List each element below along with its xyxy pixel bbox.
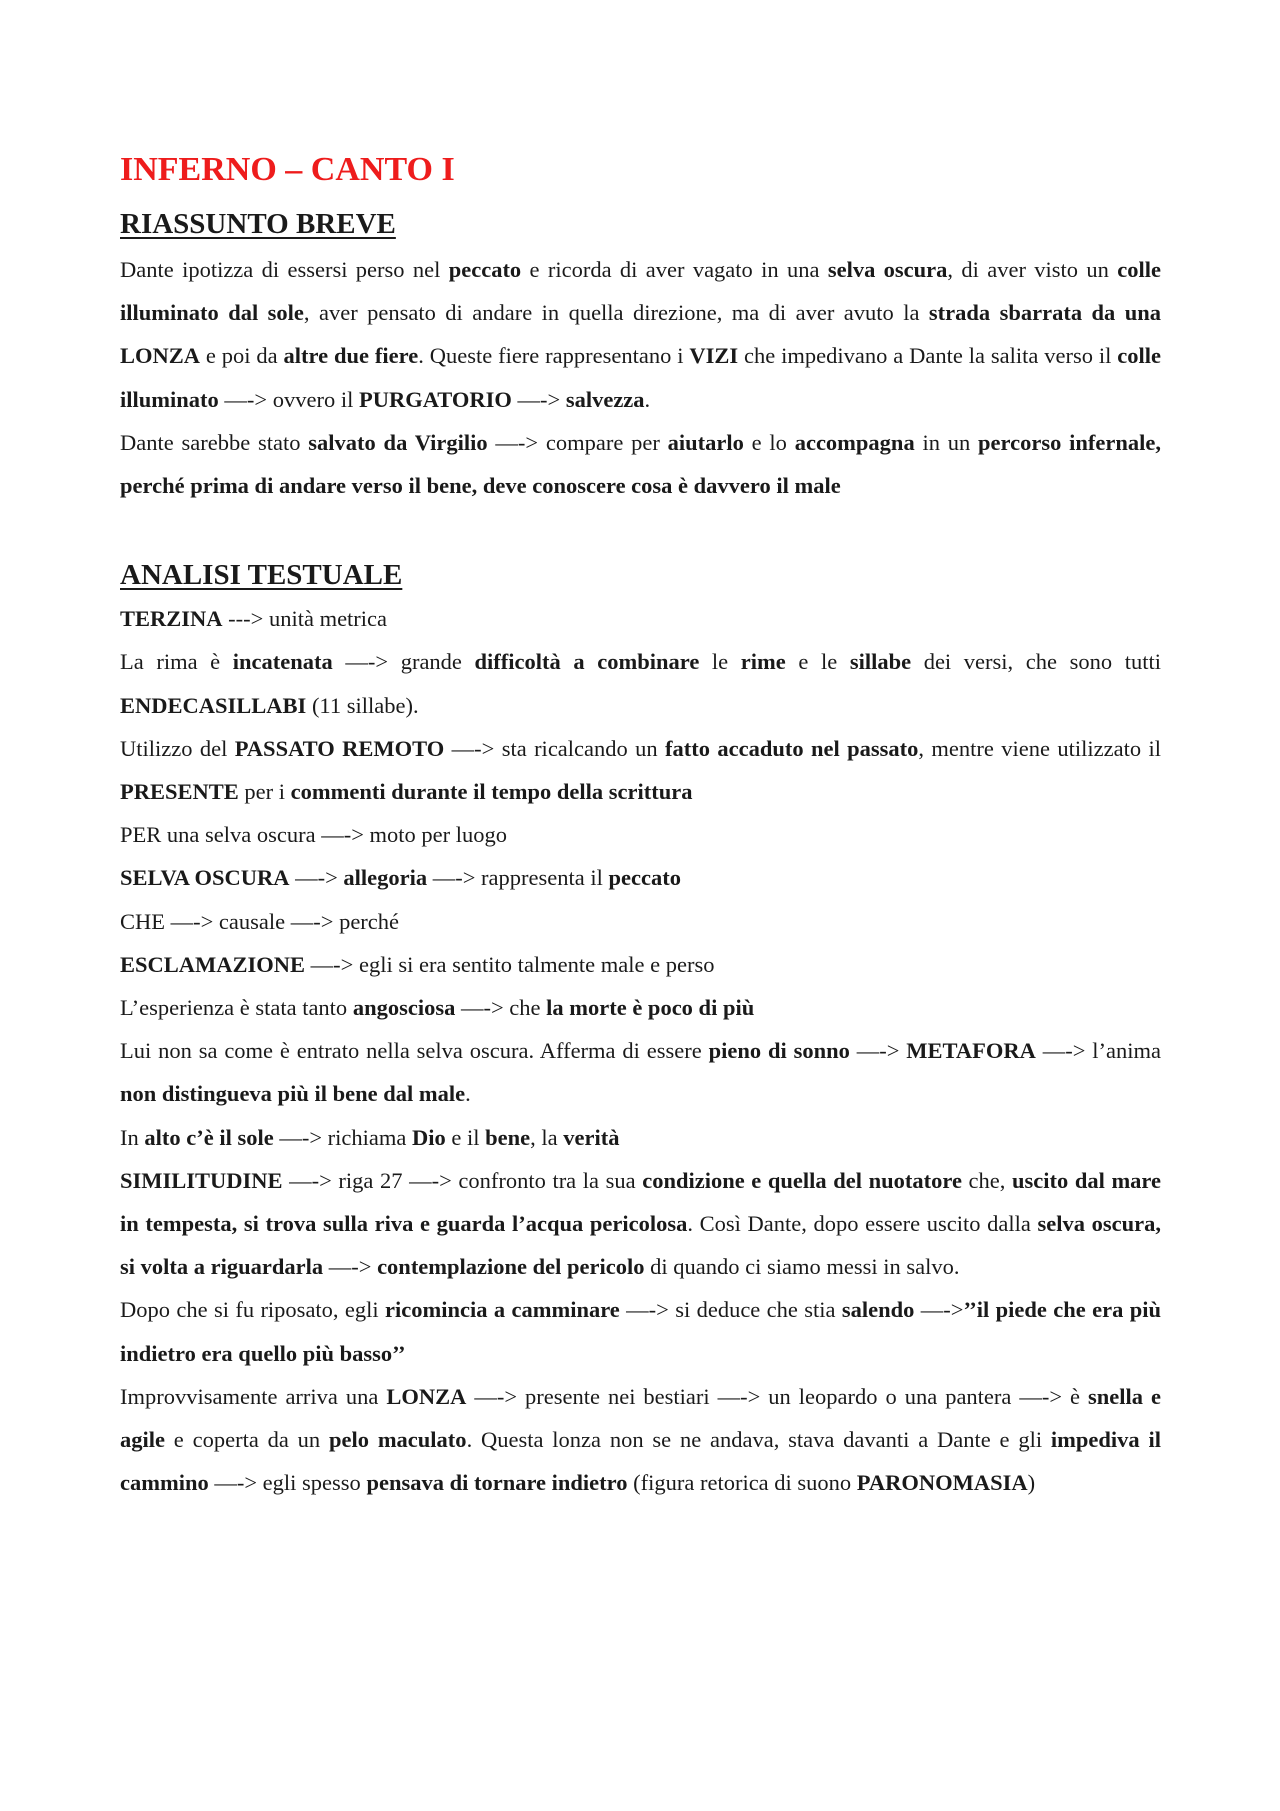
text: Utilizzo del xyxy=(120,735,235,761)
text: —-> ovvero il xyxy=(218,386,359,412)
text: dei versi, che sono tutti xyxy=(911,649,1161,675)
text: , aver pensato di andare in quella direzione, ma di aver avuto la xyxy=(303,300,929,326)
text: e le xyxy=(785,649,850,675)
bold-text: condizione e quella del nuotatore xyxy=(642,1167,962,1193)
text: e lo xyxy=(743,429,795,455)
text: —-> si deduce che stia xyxy=(619,1297,842,1323)
paragraph xyxy=(120,1375,1161,1505)
bold-text: TERZINA xyxy=(120,606,223,632)
text: —-> xyxy=(849,1038,907,1064)
paragraph xyxy=(120,943,1161,986)
bold-text: PASSATO REMOTO xyxy=(234,735,445,761)
text: —-> riga 27 —-> confronto tra la sua xyxy=(282,1167,643,1193)
section-heading: ANALISI TESTUALE xyxy=(120,559,403,592)
text: e ricorda di aver vagato in una xyxy=(521,257,828,282)
text: —-> xyxy=(511,386,566,412)
text: —-> l’anima xyxy=(1035,1038,1162,1064)
text: In xyxy=(120,1124,145,1150)
text: di quando ci siamo messi in salvo. xyxy=(644,1254,960,1280)
text: e il xyxy=(445,1124,486,1150)
text: . Questa lonza non se ne andava, stava davanti a Dante e gli xyxy=(466,1427,1051,1453)
paragraph xyxy=(120,421,1161,507)
bold-text: PURGATORIO xyxy=(358,386,512,412)
bold-text: rime xyxy=(740,649,786,675)
bold-text: selva oscura, si volta a riguardarla xyxy=(120,1211,1161,1280)
text: PER una selva oscura —-> moto per luogo xyxy=(120,822,507,848)
bold-text: bene xyxy=(485,1124,531,1150)
text: , la xyxy=(530,1124,564,1150)
paragraph xyxy=(120,727,1161,813)
bold-text: VIZI xyxy=(689,343,739,369)
text: che impedivano a Dante la salita verso il xyxy=(738,343,1118,369)
text: Dante sarebbe stato xyxy=(120,429,309,455)
bold-text: LONZA xyxy=(386,1383,467,1409)
text: —-> egli si era sentito talmente male e perso xyxy=(305,951,715,977)
paragraph xyxy=(120,1116,1161,1159)
paragraph xyxy=(120,1159,1161,1289)
paragraph xyxy=(120,1029,1161,1115)
bold-text: colle illuminato xyxy=(120,343,1161,412)
text: . xyxy=(465,1081,471,1107)
bold-text: strada sbarrata da una LONZA xyxy=(120,300,1161,369)
bold-text: fatto accaduto nel passato xyxy=(665,735,919,761)
bold-text: salvezza xyxy=(565,386,645,412)
text: —-> presente nei bestiari —-> un leopardo o una pantera —-> è xyxy=(466,1383,1089,1409)
text: . Così Dante, dopo essere uscito dalla xyxy=(687,1211,1038,1237)
text: —-> che xyxy=(455,995,547,1021)
text: ---> unità metrica xyxy=(222,606,388,632)
text: (figura retorica di suono xyxy=(627,1470,857,1496)
text: —-> richiama xyxy=(273,1124,412,1150)
text: —-> rappresenta il xyxy=(427,865,609,891)
bold-text: sillabe xyxy=(849,649,912,675)
paragraph xyxy=(120,1288,1161,1374)
bold-text: allegoria xyxy=(343,865,428,891)
bold-text: accompagna xyxy=(794,429,915,455)
bold-text: salendo xyxy=(841,1297,915,1323)
text: e poi da xyxy=(200,343,284,369)
bold-text: la morte è poco di più xyxy=(546,995,755,1021)
text: —-> compare per xyxy=(487,429,668,455)
text: —-> xyxy=(914,1297,964,1323)
paragraph xyxy=(120,900,1161,943)
text: Dante ipotizza di essersi perso nel xyxy=(120,257,449,282)
text: in un xyxy=(914,429,979,455)
text: Dopo che si fu riposato, egli xyxy=(120,1297,386,1323)
text: , di aver visto un xyxy=(947,257,1118,282)
bold-text: contemplazione del pericolo xyxy=(377,1254,645,1280)
bold-text: percorso infernale, perché prima di andare verso il bene, deve conoscere cosa è davvero il male xyxy=(120,429,1161,499)
paragraph xyxy=(120,813,1161,856)
text: ) xyxy=(1027,1470,1036,1496)
bold-text: ’’il piede che era più indietro era quello più basso’’ xyxy=(120,1297,1161,1366)
bold-text: METAFORA xyxy=(906,1038,1036,1064)
bold-text: alto c’è il sole xyxy=(144,1124,274,1150)
bold-text: peccato xyxy=(608,865,681,891)
document-body xyxy=(120,206,1161,1504)
bold-text: ESCLAMAZIONE xyxy=(120,951,306,977)
text: —-> xyxy=(323,1254,378,1280)
text: . Queste fiere rappresentano i xyxy=(418,343,690,369)
bold-text: ENDECASILLABI xyxy=(120,692,307,718)
bold-text: salvato da Virgilio xyxy=(308,429,488,455)
paragraph xyxy=(120,248,1161,421)
text: L’esperienza è stata tanto xyxy=(120,995,353,1021)
text: che, xyxy=(961,1167,1012,1193)
bold-text: SIMILITUDINE xyxy=(120,1167,283,1193)
bold-text: commenti durante il tempo della scrittura xyxy=(290,779,693,805)
text: . xyxy=(644,386,651,412)
bold-text: angosciosa xyxy=(352,995,456,1021)
bold-text: pelo maculato xyxy=(329,1427,467,1453)
bold-text: PRESENTE xyxy=(120,779,239,805)
paragraph xyxy=(120,640,1161,726)
text: Lui non sa come è entrato nella selva oscura. Afferma di essere xyxy=(120,1038,709,1064)
text: per i xyxy=(238,779,291,805)
bold-text: snella e agile xyxy=(120,1383,1161,1453)
bold-text: incatenata xyxy=(232,649,333,675)
text: La rima è xyxy=(120,649,233,675)
text: —-> sta ricalcando un xyxy=(444,735,666,761)
bold-text: difficoltà a combinare xyxy=(474,649,700,675)
bold-text: Dio xyxy=(411,1124,446,1150)
text: e coperta da un xyxy=(165,1427,329,1453)
text: Improvvisamente arriva una xyxy=(120,1383,387,1409)
bold-text: SELVA OSCURA xyxy=(120,865,290,891)
bold-text: non distingueva più il bene dal male xyxy=(120,1081,466,1107)
text: CHE —-> causale —-> perché xyxy=(120,908,400,934)
bold-text: pensava di tornare indietro xyxy=(366,1470,628,1496)
section-heading: RIASSUNTO BREVE xyxy=(120,208,396,240)
bold-text: uscito dal mare in tempesta, si trova sulla riva e guarda l’acqua pericolosa xyxy=(120,1167,1162,1237)
bold-text: aiutarlo xyxy=(667,429,744,455)
bold-text: altre due fiere xyxy=(283,343,419,369)
paragraph xyxy=(120,856,1161,899)
paragraph xyxy=(120,597,1161,640)
bold-text: peccato xyxy=(448,257,522,282)
bold-text: ricomincia a camminare xyxy=(385,1297,620,1323)
bold-text: pieno di sonno xyxy=(708,1038,850,1064)
bold-text: impediva il cammino xyxy=(120,1427,1161,1496)
text: , mentre viene utilizzato il xyxy=(918,735,1161,761)
text: —-> egli spesso xyxy=(208,1470,367,1496)
text: le xyxy=(699,649,741,675)
paragraph xyxy=(120,986,1161,1029)
bold-text: selva oscura xyxy=(827,257,948,282)
bold-text: verità xyxy=(563,1124,620,1150)
text: (11 sillabe). xyxy=(306,692,419,718)
document-title: INFERNO – CANTO I xyxy=(120,151,455,188)
bold-text: PARONOMASIA xyxy=(856,1470,1028,1496)
text: —-> xyxy=(289,865,344,891)
text: —-> grande xyxy=(332,649,475,675)
bold-text: colle illuminato dal sole xyxy=(120,257,1161,326)
